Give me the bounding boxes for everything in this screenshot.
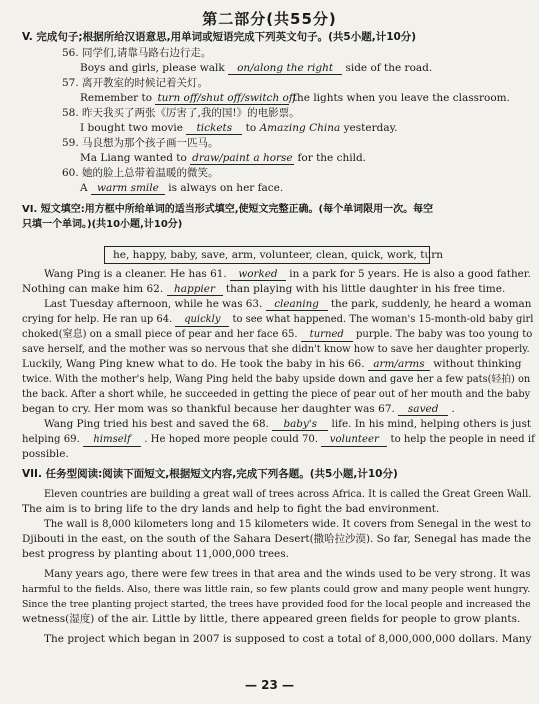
passage6-line (22, 388, 530, 401)
q58-movie-title: Amazing China (259, 122, 341, 134)
q56-pre: Boys and girls, please walk (80, 62, 225, 74)
q57-sentence (80, 92, 510, 105)
q56-sentence (80, 62, 432, 75)
passage6-line (22, 373, 530, 386)
q56-post: side of the road. (345, 62, 433, 74)
q62-answer: happier (167, 283, 223, 296)
q59-chinese: 59. 马良想为那个孩子画一匹马。 (62, 137, 219, 149)
text: to see what happened. The woman's 15-month-old baby girl (232, 314, 534, 325)
passage7-line: best progress by planting about 11,000,000 trees. (22, 548, 289, 560)
q58-post: yesterday. (343, 122, 398, 134)
q69-answer: himself (83, 434, 141, 447)
text: crying for help. He ran up 64. (22, 314, 173, 325)
passage6-line (44, 268, 531, 281)
q59-answer: draw/paint a horse (192, 152, 293, 164)
passage6-line (22, 433, 535, 447)
text: purple. The baby was too young to (355, 329, 533, 340)
text: . He hoped more people could 70. (144, 434, 319, 445)
text: to help the people in need if (390, 434, 535, 445)
text: began to cry. Her mom was so thankful because her daughter was 67. (22, 403, 395, 415)
passage7-line: Many years ago, there were few trees in that area and the winds used to be very strong. It was (44, 569, 531, 580)
passage6-line (44, 418, 531, 431)
section6-heading-line1: VI. 短文填空:用方框中所给单词的适当形式填空,使短文完整正确。(每个单词限用一次。每空 (22, 204, 434, 215)
text: helping 69. (22, 434, 80, 445)
q63-answer: cleaning (266, 298, 328, 311)
passage6-line (22, 328, 532, 342)
q58-chinese: 58. 昨天我买了两张《厉害了,我的国!》的电影票。 (62, 107, 300, 119)
q57-chinese: 57. 离开教室的时候记着关灯。 (62, 77, 209, 89)
q60-post: is always on her face. (168, 182, 284, 194)
text: choked(窒息) on a small piece of pear and her face 65. (22, 329, 298, 340)
text: in a park for 5 years. He is also a good father. (289, 268, 531, 280)
q60-chinese: 60. 她的脸上总带着温暖的微笑。 (62, 167, 219, 179)
page-number: — 23 — (244, 678, 295, 692)
passage6-line (44, 298, 531, 311)
q61-answer: worked (230, 268, 286, 281)
q59-sentence (80, 152, 366, 165)
passage6-line (22, 403, 455, 416)
word-bank-box: he, happy, baby, save, arm, volunteer, clean, quick, work, turn (104, 246, 430, 264)
section6-heading-line2: 只填一个单词。)(共10小题,计10分) (22, 219, 183, 230)
q66-answer: arm/arms (368, 358, 430, 371)
text: Wang Ping is a cleaner. He has 61. (44, 268, 227, 280)
passage6-line (22, 358, 522, 371)
text: Luckily, Wang Ping knew what to do. He took the baby in his 66. (22, 358, 365, 370)
text: life. In his mind, helping others is just (331, 418, 532, 430)
q57-answer: turn off/shut off/switch off (157, 92, 297, 104)
q56-chinese: 56. 同学们,请靠马路右边行走。 (62, 47, 212, 59)
text: Nothing can make him 62. (22, 283, 164, 295)
text: Wang Ping tried his best and saved the 68. (44, 418, 269, 430)
q65-answer: turned (301, 329, 353, 342)
text: the park, suddenly, he heard a woman (330, 298, 532, 310)
q60-sentence (80, 182, 283, 195)
q57-post: the lights when you leave the classroom. (292, 92, 510, 104)
q58-sentence (80, 122, 397, 135)
q60-answer: warm smile (91, 182, 165, 195)
q60-pre: A (80, 182, 88, 194)
text: save herself, and the mother was so nervous that she didn't know how to save her daughter properly. (22, 344, 530, 355)
passage6-line (22, 448, 69, 461)
q58-to: to (245, 122, 257, 134)
q64-answer: quickly (175, 314, 229, 327)
section5-heading: V. 完成句子;根据所给汉语意思,用单词或短语完成下列英文句子。(共5小题,计10分) (22, 31, 417, 43)
passage7-line: Eleven countries are building a great wall of trees across Africa. It is called the Great Green Wall. (44, 489, 532, 500)
q58-answer: tickets (186, 122, 242, 135)
passage7-line: The project which began in 2007 is supposed to cost a total of 8,000,000,000 dollars. Many (44, 633, 532, 645)
text: twice. With the mother's help, Wang Ping held the baby upside down and gave her a few pats(轻拍) on (22, 374, 531, 385)
q59-post: for the child. (297, 152, 367, 164)
passage7-line: The aim is to bring life to the dry lands and help to fight the bad environment. (22, 503, 440, 515)
passage7-line: wetness(湿度) of the air. Little by little, there appeared green fields for people to grow plants. (22, 613, 521, 625)
text: possible. (22, 448, 69, 460)
q57-pre: Remember to (80, 92, 153, 104)
q58-pre: I bought two movie (80, 122, 183, 134)
passage6-line (22, 343, 530, 356)
text: Last Tuesday afternoon, while he was 63. (44, 298, 263, 310)
passage7-line: Since the tree planting project started, the trees have provided food for the local people and increased the (22, 599, 531, 610)
text: than playing with his little daughter in his free time. (225, 283, 506, 295)
text: . (451, 403, 455, 415)
passage6-line (22, 283, 505, 296)
passage6-line (22, 313, 533, 327)
q68-answer: baby's (272, 418, 328, 431)
text: without thinking (433, 358, 522, 370)
q67-answer: saved (398, 403, 448, 416)
q59-pre: Ma Liang wanted to (80, 152, 187, 164)
q70-answer: volunteer (321, 434, 387, 447)
q56-answer: on/along the right (228, 62, 342, 75)
section7-heading: VII. 任务型阅读:阅读下面短文,根据短文内容,完成下列各题。(共5小题,计10分) (22, 468, 398, 480)
passage7-line: Djibouti in the east, on the south of the Sahara Desert(撒哈拉沙漠). So far, Senegal has made the (22, 533, 532, 545)
passage7-line: harmful to the fields. Also, there was little rain, so few plants could grow and many people went hungry. (22, 584, 531, 595)
part-title: 第二部分(共55分) (202, 10, 337, 28)
passage7-line: The wall is 8,000 kilometers long and 15 kilometers wide. It covers from Senegal in the west to (44, 519, 531, 530)
text: the back. After a short while, he succeeded in getting the piece of pear out of her mouth and the baby (22, 389, 531, 400)
